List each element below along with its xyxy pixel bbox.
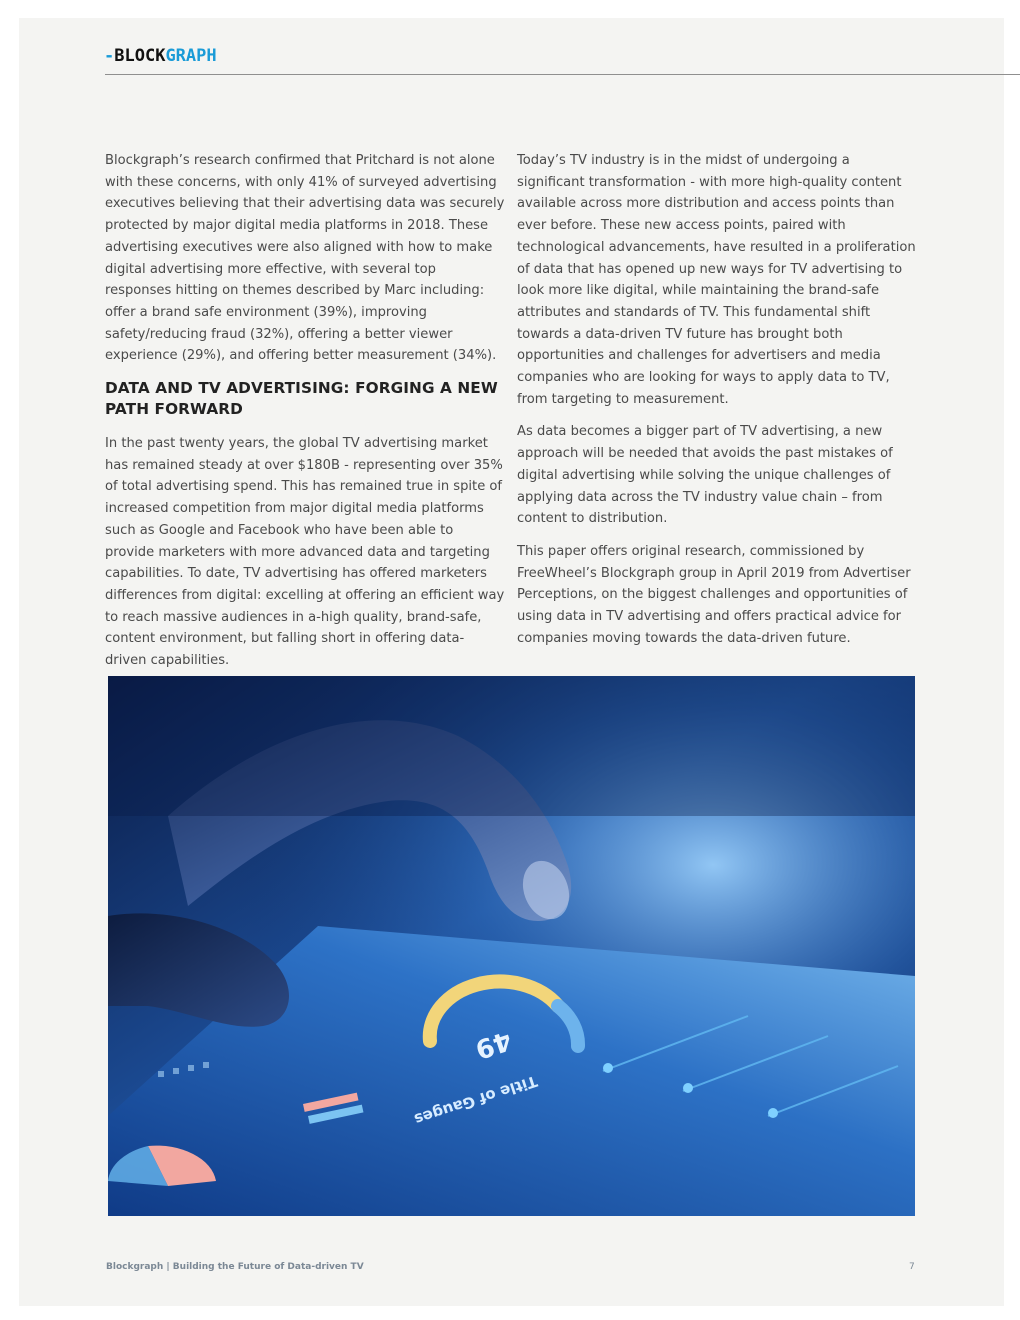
logo-block: BLOCK	[114, 46, 166, 66]
left-column	[105, 150, 505, 683]
footer-title: Blockgraph | Building the Future of Data-driven TV	[106, 1262, 364, 1272]
tablet-touch-photo	[108, 676, 915, 1216]
right-paragraph-3: This paper offers original research, commissioned by FreeWheel’s Blockgraph group in April 2019 from Advertiser Perceptions, on the biggest challenges and opportunities of using data in TV advertising and offers practical advice for companies moving towards the data-driven future.	[517, 543, 911, 646]
section-heading: DATA AND TV ADVERTISING: FORGING A NEW PATH FORWARD	[105, 379, 498, 419]
logo-dash: -	[104, 46, 115, 66]
left-paragraph-2: In the past twenty years, the global TV advertising market has remained steady at over $180B - representing over 35% of total advertising spend. This has remained true in spite of increased competition from major digital media platforms such as Google and Facebook who have been able to provide marketers with more advanced data and targeting capabilities. To date, TV advertising has offered marketers differences from digital: excelling at offering an efficient way to reach massive audiences in a-high quality, brand-safe, content environment, but falling short in offering data-driven capabilities.	[105, 436, 505, 669]
right-paragraph-1: Today’s TV industry is in the midst of undergoing a significant transformation - with more high-quality content available across more distribution and access points than ever before. These new access points, paired with technological advancements, have resulted in a proliferation of data that has opened up new ways for TV advertising to look more like digital, while maintaining the brand-safe attributes and standards of TV. This fundamental shift towards a data-driven TV future has brought both opportunities and challenges for advertisers and media companies who are looking for ways to apply data to TV, from targeting to measurement.	[517, 153, 916, 407]
document-page	[19, 18, 1004, 1306]
left-paragraph-1: Blockgraph’s research confirmed that Pritchard is not alone with these concerns, with only 41% of surveyed advertising executives believing that their advertising data was securely protected by major digital media platforms in 2018. These advertising executives were also aligned with how to make digital advertising more effective, with several top responses hitting on themes described by Marc including: offer a brand safe environment (39%), improving safety/reducing fraud (32%), offering a better viewer experience (29%), and offering better measurement (34%).	[105, 153, 505, 364]
right-column	[517, 150, 917, 660]
photo-illustration	[108, 676, 915, 1216]
blockgraph-logo	[104, 46, 217, 66]
page-number: 7	[909, 1262, 915, 1272]
gauge-title: Title of Gauges	[412, 1071, 540, 1129]
header-divider	[105, 74, 1020, 75]
gauge-value: 49	[471, 1024, 516, 1065]
logo-graph: GRAPH	[165, 46, 217, 66]
right-paragraph-2: As data becomes a bigger part of TV advertising, a new approach will be needed that avoids the past mistakes of digital advertising while solving the unique challenges of applying data across the TV industry value chain – from content to distribution.	[517, 424, 893, 527]
